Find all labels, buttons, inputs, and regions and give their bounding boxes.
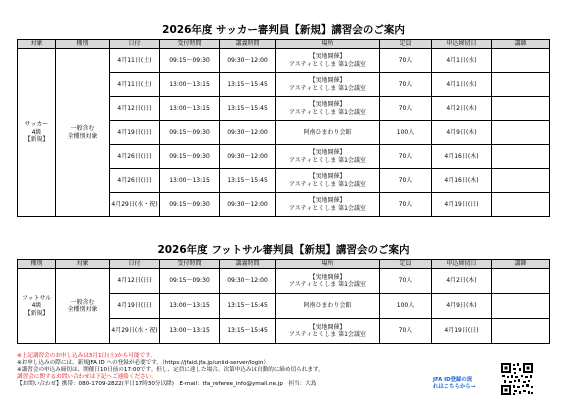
venue-line: 阿南ひまわり会館: [303, 128, 352, 136]
venue-line: アスティとくしま 第1会議室: [289, 204, 366, 212]
note-deadline: ※講習会の申込み締切は、開催日10日前の17:00です。但し、定員に達した場合、次第申込みは自動的に締め切られます。: [17, 367, 324, 374]
venue-line: 【実地開催】: [309, 77, 346, 84]
soccer-schedule-table: [17, 39, 550, 217]
futsal-schedule-table: [17, 259, 550, 344]
venue-cell: [276, 294, 380, 319]
header-venue: 場所: [276, 40, 380, 49]
date-cell: 4月12日(日): [110, 97, 160, 121]
header-lecture: 講義時間: [220, 260, 276, 269]
capacity-cell: 70人: [380, 169, 432, 193]
date-cell: 4月12日(日): [110, 269, 160, 294]
header-capacity: 定員: [380, 40, 432, 49]
venue-line: アスティとくしま 第1会議室: [289, 180, 366, 188]
instructor-cell: [492, 193, 550, 217]
instructor-cell: [492, 73, 550, 97]
header-capacity: 定員: [380, 260, 432, 269]
reception-cell: 09:15～09:30: [160, 193, 220, 217]
header-target: 対象: [18, 40, 56, 49]
target-cell: [18, 269, 56, 344]
venue-line: アスティとくしま 第1会議室: [289, 156, 366, 164]
note-contact: 【お問い合わせ】携帯：080-1709-2822(平日17時30分以降) E-mail：tfa_referee_info@ymail.ne.jp 担当：大島: [17, 381, 317, 388]
target-line: 【新規】: [24, 309, 49, 317]
venue-line: 【実地開催】: [309, 149, 346, 156]
venue-cell: [276, 145, 380, 169]
target-line: 4級: [31, 128, 42, 136]
jfa-id-link-line1: JFA ID登録の流: [433, 377, 473, 383]
date-cell: 4月11日(土): [110, 73, 160, 97]
soccer-title: 2026年度 サッカー審判員【新規】講習会のご案内: [162, 24, 405, 36]
date-cell: 4月29日(水・祝): [110, 319, 160, 344]
target-line: 4級: [31, 302, 42, 310]
reception-cell: 09:15～09:30: [160, 145, 220, 169]
capacity-cell: 70人: [380, 269, 432, 294]
date-cell: 4月19日(日): [110, 294, 160, 319]
reception-cell: 09:15～09:30: [160, 49, 220, 73]
note-contact-heading: 講習会に関するお問い合わせは下記へご連絡ください。: [17, 374, 157, 381]
category-line: 全種別対象: [67, 132, 98, 140]
header-reception: 受付時間: [160, 40, 220, 49]
notes: [17, 353, 324, 388]
date-cell: 4月19日(日): [110, 121, 160, 145]
table-row: [18, 49, 550, 73]
reception-cell: 13:00～13:15: [160, 319, 220, 344]
deadline-cell: 4月19日(日): [432, 319, 492, 344]
lecture-cell: 13:15～15:45: [220, 294, 276, 319]
date-cell: 4月26日(日): [110, 169, 160, 193]
instructor-cell: [492, 145, 550, 169]
reception-cell: 09:15～09:30: [160, 269, 220, 294]
deadline-cell: 4月9日(木): [432, 294, 492, 319]
instructor-cell: [492, 49, 550, 73]
lecture-cell: 13:15～15:45: [220, 73, 276, 97]
venue-cell: [276, 193, 380, 217]
category-line: 一般含む: [70, 298, 95, 306]
venue-cell: [276, 169, 380, 193]
lecture-cell: 09:30～12:00: [220, 121, 276, 145]
header-deadline: 申込締切日: [432, 40, 492, 49]
capacity-cell: 70人: [380, 145, 432, 169]
deadline-cell: 4月9日(木): [432, 121, 492, 145]
date-cell: 4月26日(日): [110, 145, 160, 169]
target-line: 【新規】: [24, 136, 49, 144]
header-target: 対象: [56, 260, 110, 269]
capacity-cell: 70人: [380, 97, 432, 121]
lecture-cell: 13:15～15:45: [220, 319, 276, 344]
venue-line: アスティとくしま 第1会議室: [289, 331, 366, 338]
venue-cell: [276, 97, 380, 121]
soccer-header-row: [18, 40, 550, 49]
category-cell: [56, 49, 110, 217]
header-category: 種別: [18, 260, 56, 269]
venue-line: アスティとくしま 第1会議室: [289, 60, 366, 68]
venue-line: 【実地開催】: [309, 323, 346, 331]
instructor-cell: [492, 121, 550, 145]
deadline-cell: 4月19日(日): [432, 193, 492, 217]
category-line: 全種別対象: [67, 306, 98, 313]
header-venue: 場所: [276, 260, 380, 269]
instructor-cell: [492, 319, 550, 344]
venue-cell: [276, 319, 380, 344]
header-lecture: 講義時間: [220, 40, 276, 49]
venue-cell: [276, 269, 380, 294]
venue-cell: [276, 49, 380, 73]
venue-line: 阿南ひまわり会館: [303, 302, 352, 310]
category-line: 一般含む: [70, 125, 95, 132]
reception-cell: 13:00～13:15: [160, 97, 220, 121]
reception-cell: 09:15～09:30: [160, 121, 220, 145]
header-date: 日付: [110, 260, 160, 269]
instructor-cell: [492, 97, 550, 121]
lecture-cell: 13:15～15:45: [220, 169, 276, 193]
capacity-cell: 100人: [380, 294, 432, 319]
target-cell: [18, 49, 56, 217]
date-cell: 4月11日(土): [110, 49, 160, 73]
lecture-cell: 09:30～12:00: [220, 49, 276, 73]
note-start-date: ※上記講習会のお申し込みは3月1日(土)から可能です。: [17, 353, 156, 359]
note-jfa-id: ※お申し込みの際には、新規JFA ID への登録が必要です。（https://jfaid.jfa.jp/uniid-server/login）: [17, 360, 269, 367]
header-date: 日付: [110, 40, 160, 49]
header-reception: 受付時間: [160, 260, 220, 269]
lecture-cell: 09:30～12:00: [220, 269, 276, 294]
qr-code-icon[interactable]: [500, 362, 534, 396]
lecture-cell: 09:30～12:00: [220, 193, 276, 217]
lecture-cell: 13:15～15:45: [220, 97, 276, 121]
reception-cell: 13:00～13:15: [160, 73, 220, 97]
header-instructor: 講師: [492, 260, 550, 269]
futsal-title: 2026年度 フットサル審判員【新規】講習会のご案内: [157, 244, 410, 256]
capacity-cell: 70人: [380, 73, 432, 97]
header-instructor: 講師: [492, 40, 550, 49]
venue-line: アスティとくしま 第1会議室: [289, 84, 366, 92]
table-row: [18, 269, 550, 294]
deadline-cell: 4月1日(水): [432, 49, 492, 73]
venue-line: 【実地開催】: [309, 273, 346, 281]
venue-line: 【実地開催】: [309, 53, 346, 60]
venue-line: 【実地開催】: [309, 197, 346, 204]
reception-cell: 13:00～13:15: [160, 294, 220, 319]
capacity-cell: 70人: [380, 319, 432, 344]
capacity-cell: 100人: [380, 121, 432, 145]
capacity-cell: 70人: [380, 49, 432, 73]
venue-line: アスティとくしま 第1会議室: [289, 281, 366, 288]
target-line: フットサル: [21, 294, 52, 302]
instructor-cell: [492, 269, 550, 294]
deadline-cell: 4月2日(木): [432, 97, 492, 121]
target-line: サッカー: [24, 121, 49, 129]
deadline-cell: 4月2日(木): [432, 269, 492, 294]
category-cell: [56, 269, 110, 344]
venue-cell: [276, 73, 380, 97]
capacity-cell: 70人: [380, 193, 432, 217]
venue-cell: [276, 121, 380, 145]
date-cell: 4月29日(水・祝): [110, 193, 160, 217]
reception-cell: 13:00～13:15: [160, 169, 220, 193]
venue-line: 【実地開催】: [309, 173, 346, 180]
futsal-header-row: [18, 260, 550, 269]
venue-line: 【実地開催】: [309, 101, 346, 108]
deadline-cell: 4月16日(木): [432, 145, 492, 169]
header-category: 種別: [56, 40, 110, 49]
jfa-id-link-line2: れはこちらから→: [433, 383, 476, 390]
venue-line: アスティとくしま 第1会議室: [289, 108, 366, 116]
header-deadline: 申込締切日: [432, 260, 492, 269]
deadline-cell: 4月1日(水): [432, 73, 492, 97]
lecture-cell: 09:30～12:00: [220, 145, 276, 169]
instructor-cell: [492, 294, 550, 319]
instructor-cell: [492, 169, 550, 193]
deadline-cell: 4月16日(木): [432, 169, 492, 193]
